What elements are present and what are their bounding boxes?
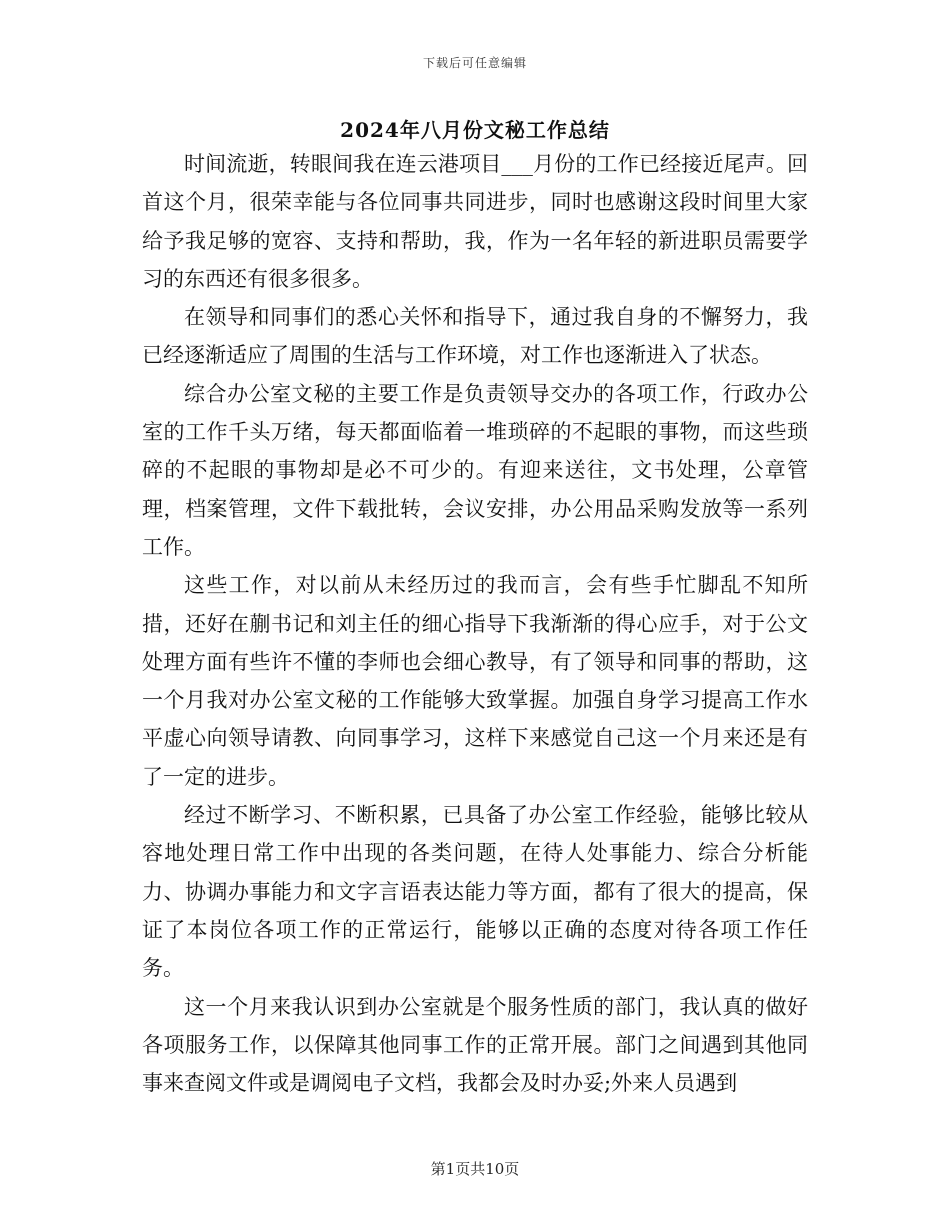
body-paragraph: 经过不断学习、不断积累，已具备了办公室工作经验，能够比较从容地处理日常工作中出现的各类问题，在待人处事能力、综合分析能力、协调办事能力和文字言语表达能力等方面，都有了很大的提高，保证了本岗位各项工作的正常运行，能够以正确的态度对待各项工作任务。 bbox=[142, 803, 808, 981]
document-title: 2024年八月份文秘工作总结 bbox=[340, 118, 610, 142]
document-body bbox=[142, 145, 808, 1102]
body-paragraph: 这一个月来我认识到办公室就是个服务性质的部门，我认真的做好各项服务工作，以保障其他同事工作的正常开展。部门之间遇到其他同事来查阅文件或是调阅电子文档，我都会及时办妥;外来人员遇到 bbox=[142, 994, 808, 1096]
body-paragraph: 综合办公室文秘的主要工作是负责领导交办的各项工作，行政办公室的工作千头万绪，每天都面临着一堆琐碎的不起眼的事物，而这些琐碎的不起眼的事物却是必不可少的。有迎来送往，文书处理，公章管理，档案管理，文件下载批转，会议安排，办公用品采购发放等一系列工作。 bbox=[142, 381, 808, 559]
body-paragraph: 时间流逝，转眼间我在连云港项目___月份的工作已经接近尾声。回首这个月，很荣幸能与各位同事共同进步，同时也感谢这段时间里大家给予我足够的宽容、支持和帮助，我，作为一名年轻的新进职员需要学习的东西还有很多很多。 bbox=[142, 152, 808, 291]
body-paragraph: 这些工作，对以前从未经历过的我而言，会有些手忙脚乱不知所措，还好在蒯书记和刘主任的细心指导下我渐渐的得心应手，对于公文处理方面有些许不懂的李师也会细心教导，有了领导和同事的帮助，这一个月我对办公室文秘的工作能够大致掌握。加强自身学习提高工作水平虚心向领导请教、向同事学习，这样下来感觉自己这一个月来还是有了一定的进步。 bbox=[142, 573, 808, 789]
page-header-note: 下载后可任意编辑 bbox=[422, 56, 527, 70]
page-number: 第1页共10页 bbox=[430, 1160, 520, 1178]
body-paragraph: 在领导和同事们的悉心关怀和指导下，通过我自身的不懈努力，我已经逐渐适应了周围的生活与工作环境，对工作也逐渐进入了状态。 bbox=[142, 305, 808, 368]
